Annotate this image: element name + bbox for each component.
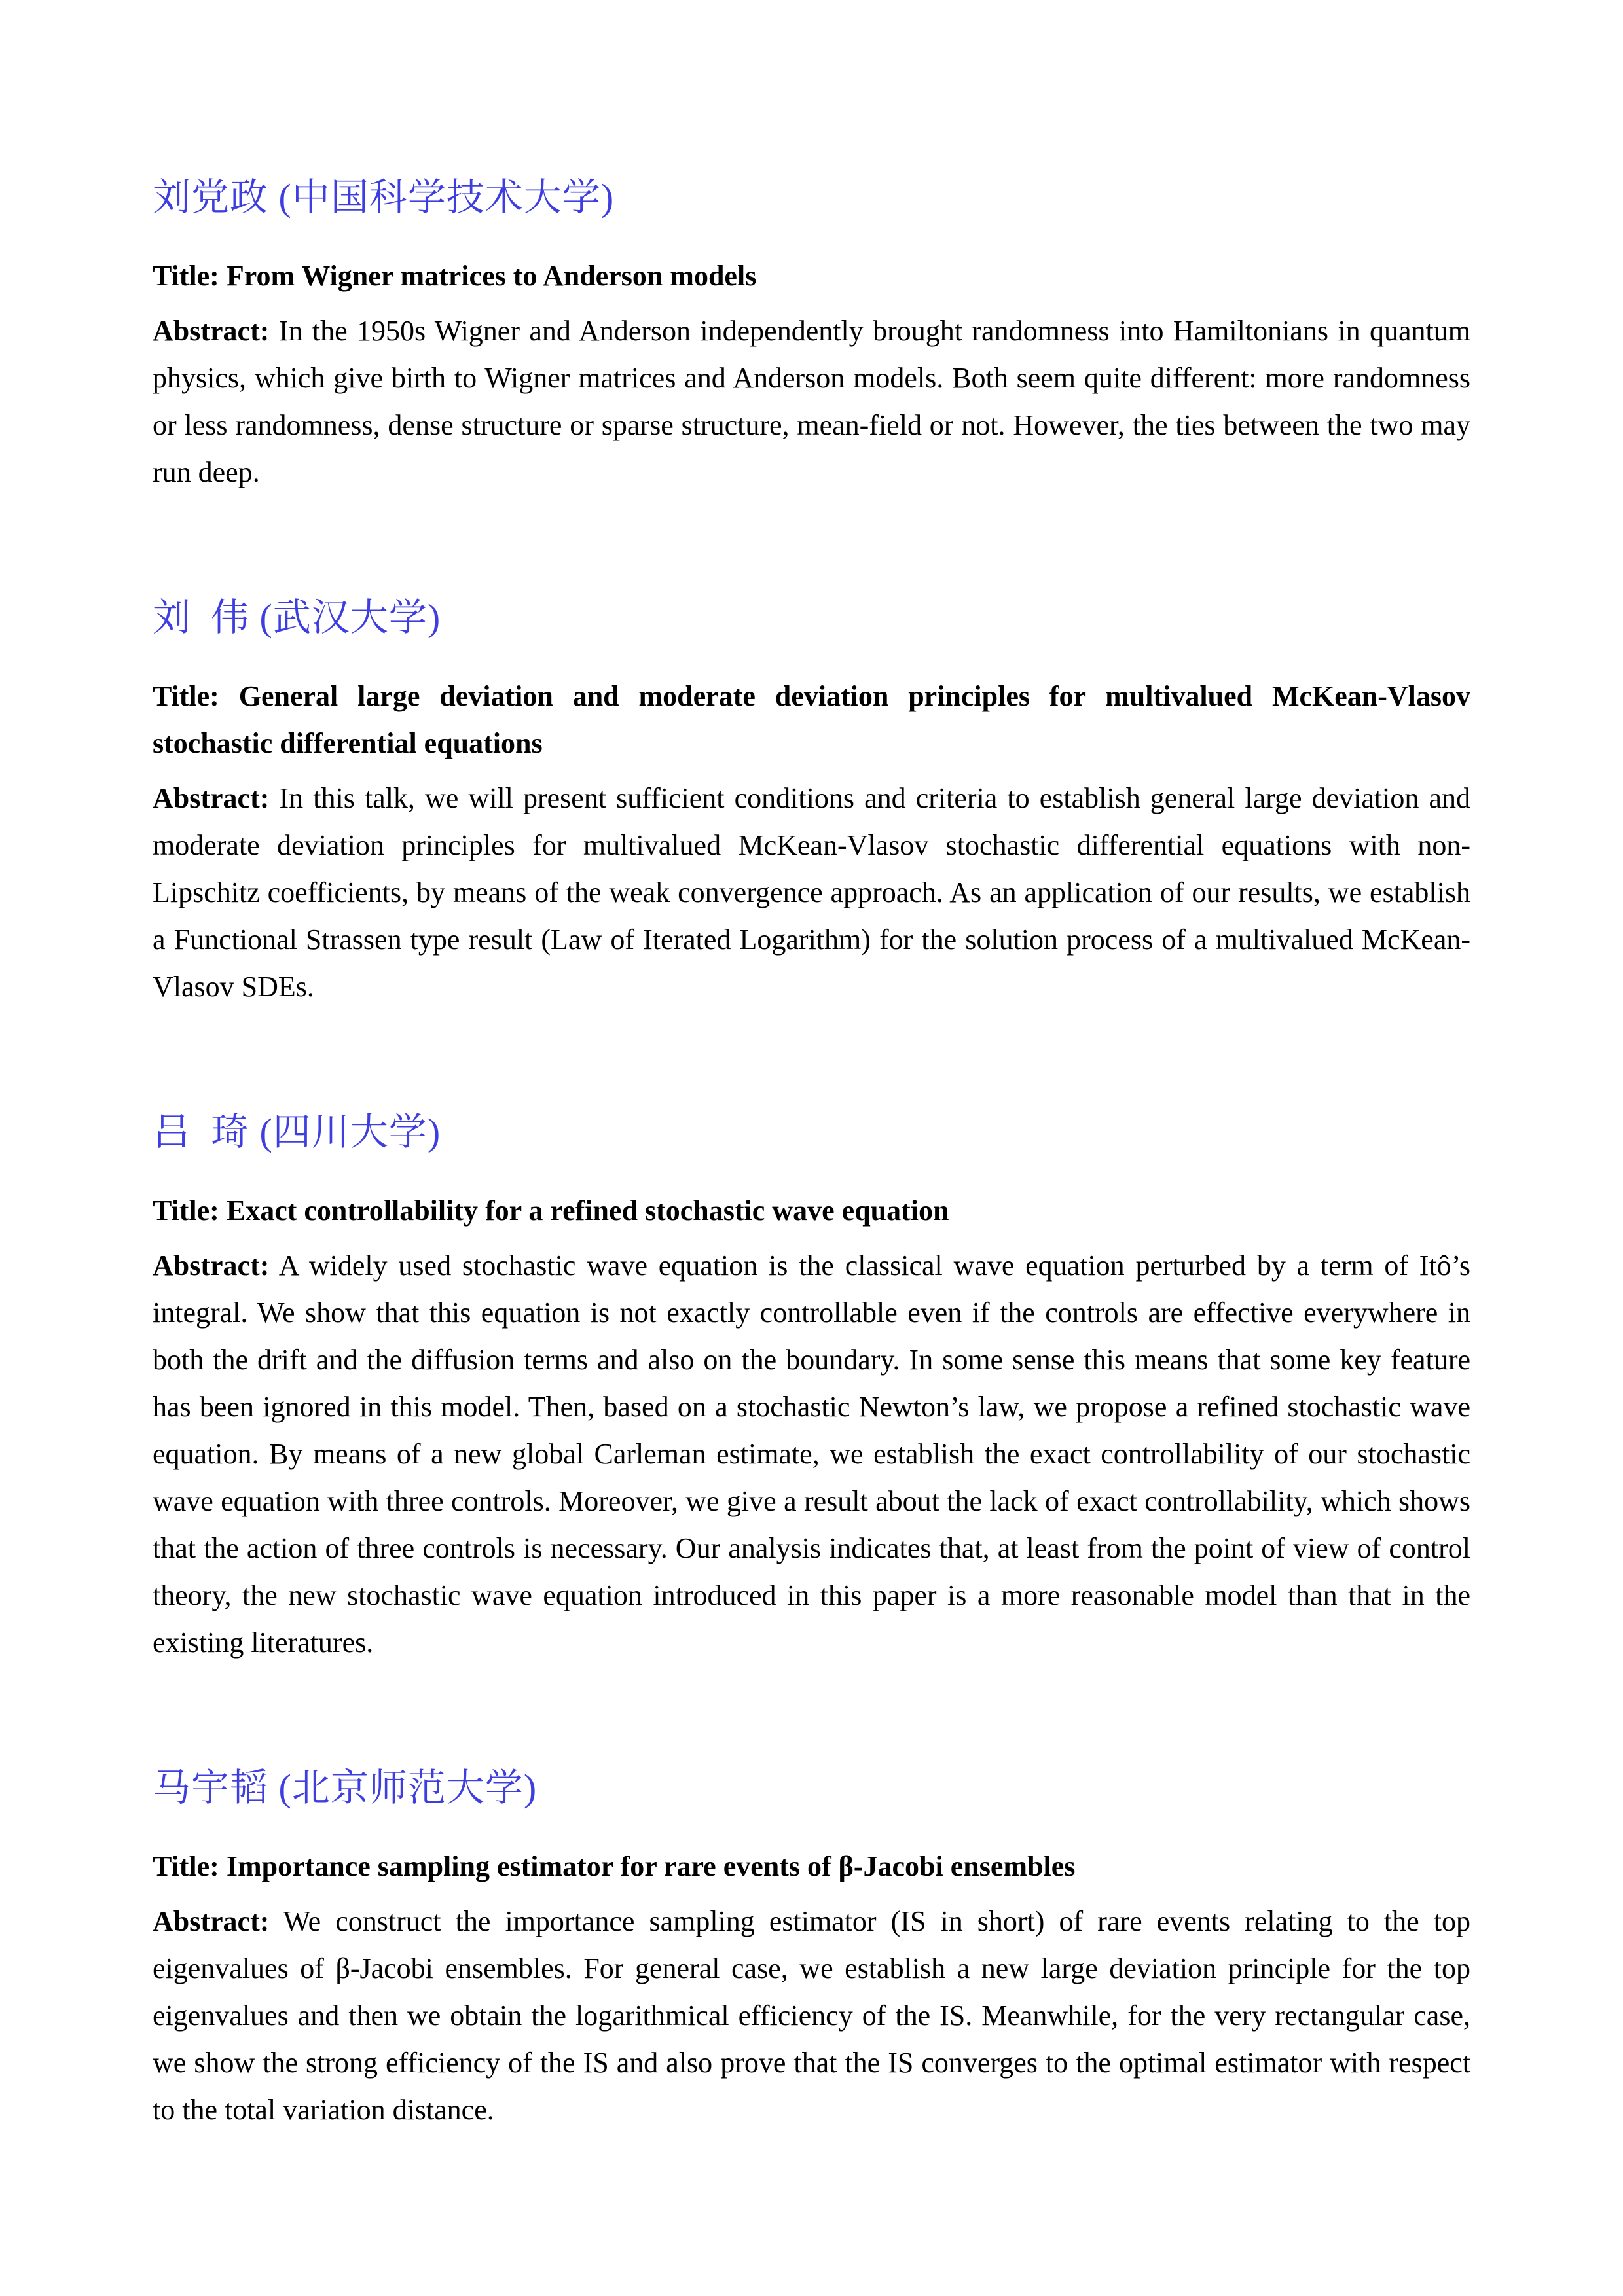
talk-abstract-text: In this talk, we will present sufficient conditions and criteria to establish general large deviation and moderate deviation principles for multivalued McKean-Vlasov stochastic differential equations with non-Lipschitz coefficients, by means of the weak convergence approach. As an application of our results, we establish a Functional Strassen type result (Law of Iterated Logarithm) for the solution process of a multivalued McKean-Vlasov SDEs. (153, 782, 1470, 1003)
speaker-heading: 刘党政 (中国科学技术大学) (153, 176, 615, 219)
talk-abstract-text: In the 1950s Wigner and Anderson independently brought randomness into Hamiltonians in quantum physics, which give birth to Wigner matrices and Anderson models. Both seem quite different: more randomness or less randomness, dense structure or sparse structure, mean-field or not. However, the ties between the two may run deep. (153, 315, 1470, 488)
talk-abstract-text: We construct the importance sampling estimator (IS in short) of rare events relating to the top eigenvalues of β-Jacobi ensembles. For general case, we establish a new large deviation principle for the top eigenvalues and then we obtain the logarithmical efficiency of the IS. Meanwhile, for the very rectangular case, we show the strong efficiency of the IS and also prove that the IS converges to the optimal estimator with respect to the total variation distance. (153, 1905, 1470, 2126)
abstract-entry (153, 173, 1470, 496)
talk-title-text: Importance sampling estimator for rare events of β-Jacobi ensembles (226, 1850, 1076, 1882)
talk-abstract-paragraph (153, 308, 1470, 496)
talk-title-line (153, 253, 1470, 300)
talk-title-text: General large deviation and moderate deviation principles for multivalued McKean-Vlasov stochastic differential equations (153, 680, 1470, 759)
title-label: Title: (153, 1850, 219, 1882)
talk-abstract-paragraph (153, 1242, 1470, 1666)
speaker-heading: 马宇韬 (北京师范大学) (153, 1767, 538, 1809)
abstract-entry (153, 1763, 1470, 2134)
abstract-label: Abstract: (153, 1905, 270, 1937)
abstract-entry (153, 1107, 1470, 1666)
talk-title-line (153, 1843, 1470, 1890)
talk-title-line (153, 673, 1470, 767)
talk-abstract-paragraph (153, 775, 1470, 1011)
speaker-heading: 刘 伟 (武汉大学) (153, 596, 441, 639)
title-label: Title: (153, 260, 219, 292)
title-label: Title: (153, 680, 219, 712)
talk-title-text: From Wigner matrices to Anderson models (226, 260, 757, 292)
title-label: Title: (153, 1194, 219, 1227)
abstract-label: Abstract: (153, 1249, 270, 1282)
talk-abstract-text: A widely used stochastic wave equation is the classical wave equation perturbed by a term of Itô’s integral. We show that this equation is not exactly controllable even if the controls are effective everywhere in both the drift and the diffusion terms and also on the boundary. In some sense this means that some key feature has been ignored in this model. Then, based on a stochastic Newton’s law, we propose a refined stochastic wave equation. By means of a new global Carleman estimate, we establish the exact controllability of our stochastic wave equation with three controls. Moreover, we give a result about the lack of exact controllability, which shows that the action of three controls is necessary. Our analysis indicates that, at least from the point of view of control theory, the new stochastic wave equation introduced in this paper is a more reasonable model than that in the existing literatures. (153, 1249, 1470, 1659)
abstract-label: Abstract: (153, 315, 270, 347)
talk-abstract-paragraph (153, 1898, 1470, 2134)
talk-title-text: Exact controllability for a refined stochastic wave equation (226, 1194, 949, 1227)
abstract-entry (153, 593, 1470, 1011)
abstract-label: Abstract: (153, 782, 270, 814)
talk-title-line (153, 1187, 1470, 1234)
speaker-heading: 吕 琦 (四川大学) (153, 1111, 441, 1153)
